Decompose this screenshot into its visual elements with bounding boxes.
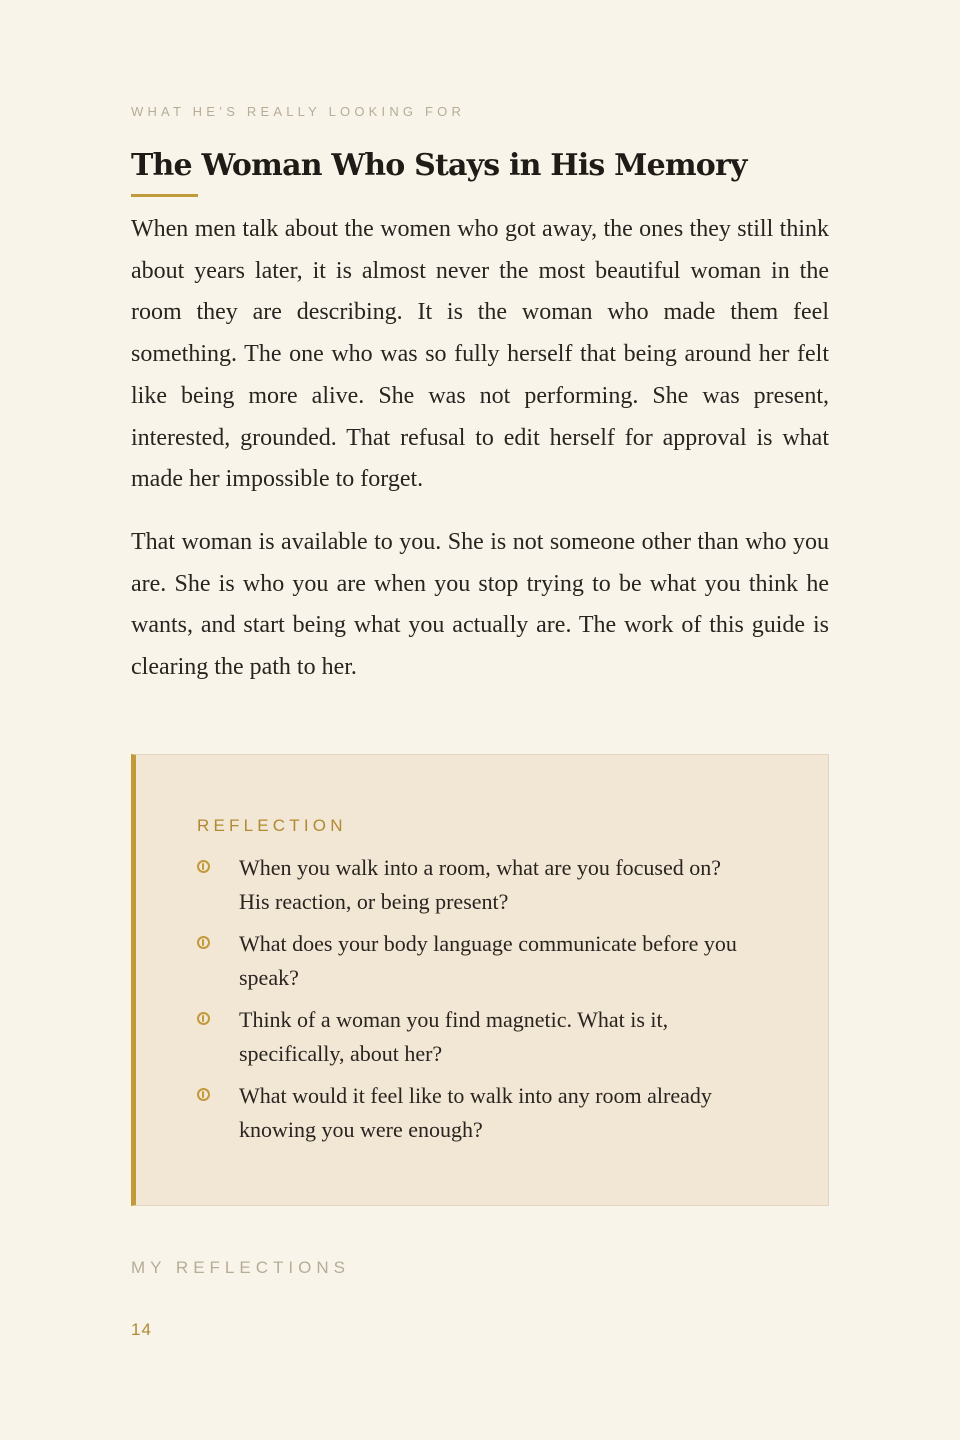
reflection-heading: REFLECTION bbox=[197, 816, 347, 835]
reflection-question bbox=[197, 1003, 757, 1070]
half-circle-icon bbox=[197, 1088, 210, 1101]
body-paragraph-2: That woman is available to you. She is not someone other than who you are. She is who you are when you stop trying to be what you think he wants, and start being what you actually are. The work of this guide is clearing the path to her. bbox=[131, 529, 829, 681]
reflection-question bbox=[197, 851, 757, 918]
reflection-question-text: What does your body language communicate before you speak? bbox=[239, 931, 737, 990]
half-circle-icon bbox=[197, 860, 210, 873]
reflection-question-text: Think of a woman you find magnetic. What is it, specifically, about her? bbox=[239, 1007, 669, 1066]
page-title: The Woman Who Stays in His Memory bbox=[131, 148, 747, 183]
reflection-callout bbox=[131, 754, 829, 1206]
title-underline bbox=[131, 194, 198, 197]
section-eyebrow: WHAT HE’S REALLY LOOKING FOR bbox=[131, 104, 466, 119]
half-circle-icon bbox=[197, 936, 210, 949]
body-paragraph-1: When men talk about the women who got away, the ones they still think about years later, it is almost never the most beautiful woman in the room they are describing. It is the woman who made them feel something. The one who was so fully herself that being around her felt like being more alive. She was not performing. She was present, interested, grounded. That refusal to edit herself for approval is what made her impossible to forget. bbox=[131, 216, 829, 493]
reflection-question-text: What would it feel like to walk into any room already knowing you were enough? bbox=[239, 1083, 712, 1142]
page-number: 14 bbox=[131, 1320, 152, 1339]
reflection-question bbox=[197, 927, 757, 994]
reflection-question bbox=[197, 1079, 757, 1146]
reflection-question-list bbox=[197, 851, 757, 1155]
my-reflections-label: MY REFLECTIONS bbox=[131, 1258, 350, 1277]
half-circle-icon bbox=[197, 1012, 210, 1025]
reflection-question-text: When you walk into a room, what are you focused on? His reaction, or being present? bbox=[239, 855, 722, 914]
